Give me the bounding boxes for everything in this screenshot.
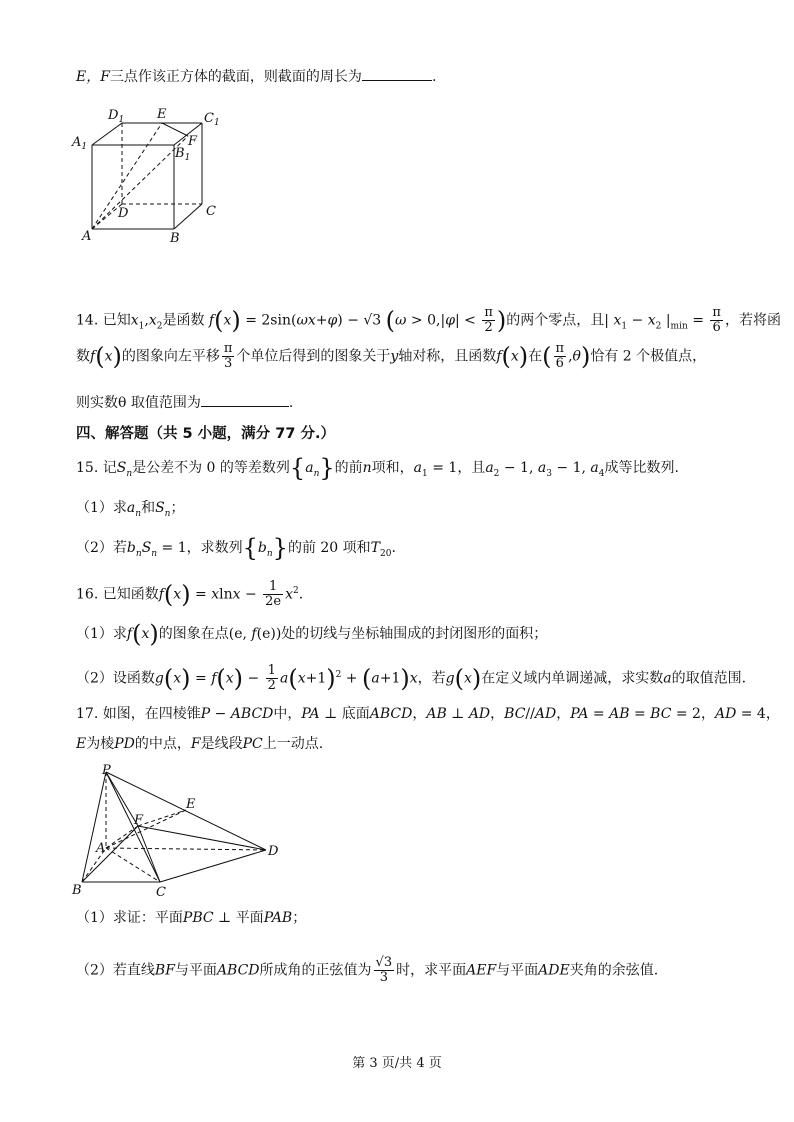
answer-blank bbox=[201, 392, 289, 407]
q17-text: 与平面 bbox=[496, 962, 539, 979]
q17-text: （1）求证：平面 bbox=[76, 910, 183, 926]
label-E: E bbox=[186, 797, 196, 812]
label-D1: $D_1$ bbox=[108, 108, 125, 125]
q15-text: 的前 bbox=[334, 460, 363, 476]
q14-line1: 14. 已知$x_1,x_2$是函数 f(x) = 2sin(ωx+φ) − √3 (ω > 0,|φ| < $\frac{\pi}{2}$ )的两个零点，且| $x_1 - x_2$ $|_{min}$ = $\frac{\pi}{6}$ ，若将函 bbox=[76, 305, 781, 335]
q17-number: 17. bbox=[76, 706, 99, 722]
q15-text: 和 bbox=[141, 500, 156, 516]
q16-part1: （1）求f(x)的图象在点(e, f(e))处的切线与坐标轴围成的封闭图形的面积； bbox=[76, 620, 548, 648]
q16-text: 在定义域内单调递减，求实数 bbox=[481, 670, 664, 687]
q14-text: 数 bbox=[76, 348, 90, 365]
q17-text: 为棱 bbox=[86, 736, 115, 752]
q17-text: 如图，在四棱锥 bbox=[102, 706, 201, 722]
q17-line2: E为棱PD的中点，F是线段PC上一动点. bbox=[76, 736, 324, 752]
q15-stem: 15. 记$S_n$是公差不为 0 的等差数列$\{a_n\}$的前n项和，$a_1 = 1$，且$a_2 - 1$, $a_3 - 1$, $a_4$成等比数列. bbox=[76, 454, 679, 482]
q14-text: 则实数θ 取值范围为 bbox=[76, 395, 201, 411]
cube-figure bbox=[70, 100, 230, 250]
q14-text: 个单位后得到的图象关于 bbox=[236, 348, 391, 365]
q17-text: 是线段 bbox=[200, 736, 243, 752]
q14-text: 在 bbox=[528, 348, 543, 365]
q17-text: （2）若直线 bbox=[76, 962, 155, 979]
q17-text: 所成角的正弦值为 bbox=[259, 962, 372, 979]
label-C: C bbox=[206, 204, 216, 219]
label-C: C bbox=[156, 885, 166, 898]
q16-text: 的图象在点 bbox=[158, 626, 229, 642]
q17-part2: （2）若直线BF与平面ABCD所成角的正弦值为 $\frac{√3}{3}$ 时，求平面AEF与平面ADE夹角的余弦值. bbox=[76, 955, 659, 985]
q16-number: 16. bbox=[76, 586, 99, 603]
q16-text: （2）设函数 bbox=[76, 670, 155, 687]
label-B: B bbox=[170, 231, 180, 246]
label-P: P bbox=[102, 763, 111, 778]
q15-text: （1）求 bbox=[76, 500, 127, 516]
label-F: F bbox=[188, 134, 198, 149]
label-A1: $A_1$ bbox=[72, 135, 88, 152]
q17-text: 夹角的余弦值. bbox=[569, 962, 659, 979]
q14-text: 的两个零点，且 bbox=[506, 312, 605, 329]
label-D: D bbox=[118, 206, 129, 221]
label-A: A bbox=[82, 229, 92, 244]
q16-text: 已知函数 bbox=[102, 586, 159, 603]
q14-text: 恰有 2 个极值点， bbox=[590, 348, 707, 365]
q15-number: 15. bbox=[76, 460, 99, 476]
label-B: B bbox=[72, 883, 82, 898]
q15-text: 记 bbox=[102, 460, 117, 476]
q15-text: ，求数列 bbox=[186, 540, 243, 556]
q16-stem: 16. 已知函数f(x) = xlnx − $\frac{1}{2e}$ $x^2$. bbox=[76, 579, 304, 609]
q14-line2: 数f(x)的图象向左平移 $\frac{\pi}{3}$ 个单位后得到的图象关于y轴对称，且函数f(x)在( $\frac{\pi}{6}$ ,θ)恰有 2 个极值点， bbox=[76, 341, 707, 371]
answer-blank bbox=[362, 66, 432, 81]
q14-text: ，若将函 bbox=[724, 312, 781, 329]
q15-part2: （2）若$b_nS_n = 1$，求数列$\{b_n\}$的前 20 项和$T_{20}$. bbox=[76, 534, 396, 562]
label-D: D bbox=[268, 844, 279, 859]
section-title: 四、解答题（共 5 小题，满分 77 分.） bbox=[76, 426, 335, 442]
q15-text: ，且 bbox=[457, 460, 486, 476]
q15-part1: （1）求$a_n$和$S_n$； bbox=[76, 500, 185, 519]
q17-part1: （1）求证：平面PBC ⊥ 平面PAB； bbox=[76, 910, 307, 926]
label-F: F bbox=[134, 813, 144, 828]
q16-part2: （2）设函数g(x) = f(x) − $\frac{1}{2}$ $a(x+1)^2 + (a+1)x$，若g(x)在定义域内单调递减，求实数a的取值范围. bbox=[76, 663, 747, 693]
label-C1: $C_1$ bbox=[204, 111, 220, 128]
q15-text: 项和， bbox=[371, 460, 414, 476]
q13-text: 三点作该正方体的截面，则截面的周长为 bbox=[109, 69, 362, 85]
q17-text: 上一动点. bbox=[262, 736, 324, 752]
page-footer: 第 3 页/共 4 页 bbox=[352, 1056, 442, 1071]
q14-text: 的图象向左平移 bbox=[121, 348, 220, 365]
q15-text: 的前 20 项和 bbox=[287, 540, 371, 556]
q16-text: 处的切线与坐标轴围成的封闭图形的面积； bbox=[281, 626, 548, 642]
q14-text: 已知 bbox=[102, 312, 131, 329]
q15-text: 成等比数列. bbox=[604, 460, 679, 476]
q17-text: 底面 bbox=[341, 706, 370, 722]
q17-text: 时，求平面 bbox=[396, 962, 467, 979]
q17-stem: 17. 如图，在四棱锥P − ABCD中，PA ⊥ 底面ABCD，AB ⊥ AD，BC//AD，PA = AB = BC = 2，AD = 4， bbox=[76, 706, 780, 722]
q14-text: 是函数 bbox=[162, 312, 205, 329]
q15-text: （2）若 bbox=[76, 540, 127, 556]
label-B1: $B_1$ bbox=[175, 146, 191, 163]
q16-text: 的取值范围. bbox=[671, 670, 747, 687]
q17-text: 平面 bbox=[235, 910, 264, 926]
q13-vars: E，F bbox=[76, 69, 110, 85]
pyramid-figure bbox=[70, 762, 290, 898]
q15-text: 是公差不为 0 的等差数列 bbox=[132, 460, 290, 476]
q13-tail-line: E，F三点作该正方体的截面，则截面的周长为 . bbox=[76, 66, 436, 87]
q17-text: 中， bbox=[273, 706, 302, 722]
label-A: A bbox=[96, 841, 106, 856]
q14-number: 14. bbox=[76, 312, 99, 329]
q14-text: 轴对称，且函数 bbox=[398, 348, 497, 365]
q17-text: 与平面 bbox=[174, 962, 217, 979]
q17-text: 的中点， bbox=[134, 736, 191, 752]
label-E: E bbox=[157, 107, 167, 122]
q14-line3: 则实数θ 取值范围为 . bbox=[76, 392, 293, 413]
q16-text: ，若 bbox=[417, 670, 446, 687]
q16-text: （1）求 bbox=[76, 626, 127, 642]
